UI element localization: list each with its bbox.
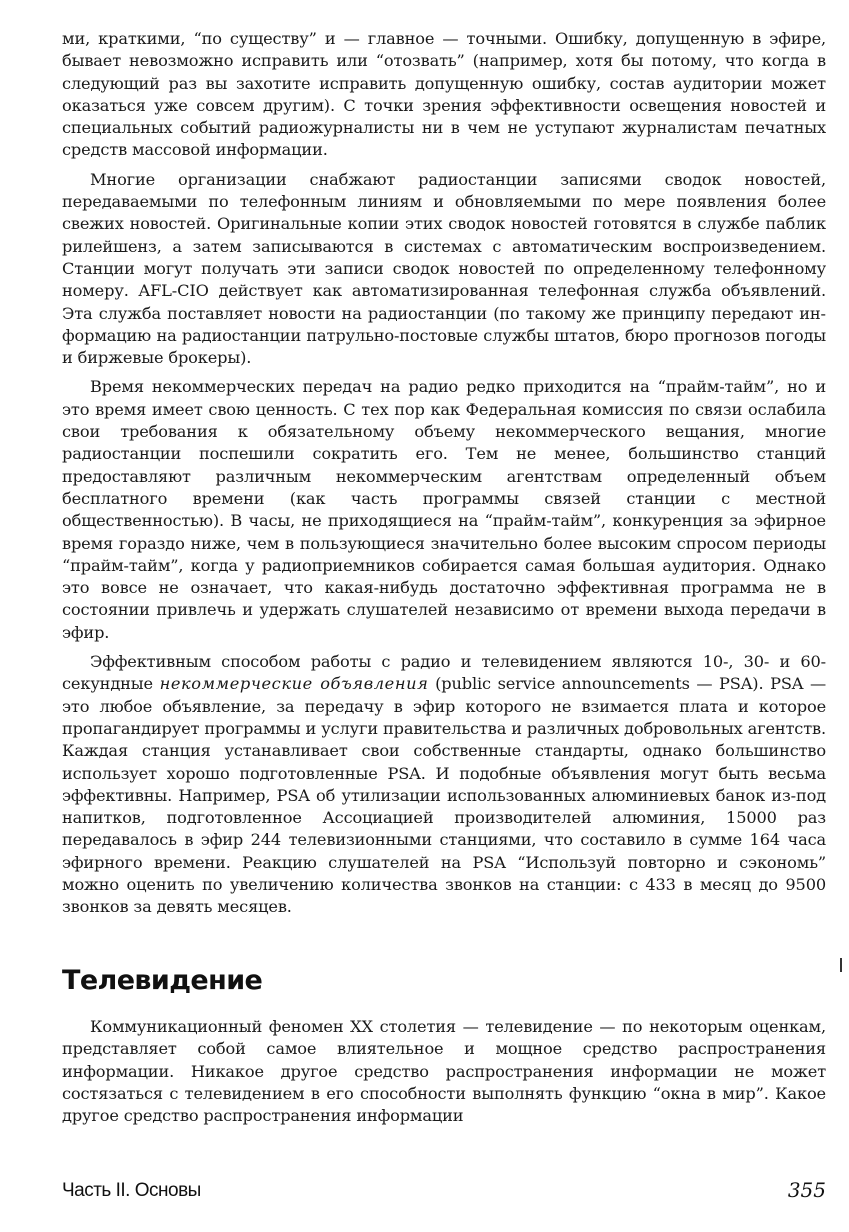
page-number: 355 — [787, 1178, 826, 1202]
paragraph-text: (public service announcements — PSA). PSA — это любое объявление, за передачу в эфир которого не взимается плата и которое пропагандирует программы и услуги правительства и различных добровольных агентств. Каждая станция устанавливает свои собственные стандарты, однако большинство использует хорошо подготовленные PSA. И подобные объявления могут быть весьма эффективны. Например, PSA об утилизации использованных алюминиевых банок из-под напитков, подготовленное Ассоциацией производителей алюминия, 15000 раз передавалось в эфир 244 телевизионными станциями, что составило в сумме 164 часа эфирного времени. Реакцию слушателей на PSA “Используй повторно и сэкономь” можно оценить по увеличению количества звонков на станции: с 433 в месяц до 9500 звонков за девять месяцев. — [62, 674, 826, 917]
margin-mark — [840, 958, 842, 972]
paragraph — [62, 651, 826, 919]
emphasized-term: некоммерческие объявления — [159, 674, 429, 694]
paragraph-text: Эффективным способом работы с радио и телевидением являются 10-, 30- и 60-секундные — [62, 652, 826, 694]
paragraph: Время некоммерческих передач на радио редко приходится на “прайм-тайм”, но и это время имеет свою ценность. С тех пор как Федеральная комиссия по связи ослабила свои требования к обязательному объему некоммерческого вещания, многие радиостанции поспешили сократить его. Тем не менее, большинство станций предоставляют различным некоммерческим агентствам определенный объем бесплатного времени (как часть программы связей станции с местной общественностью). В часы, не приходящиеся на “прайм-тайм”, конкуренция за эфирное время гораздо ниже, чем в пользующиеся значительно более высоким спросом периоды “прайм-тайм”, когда у радиоприемников собирается самая большая аудитория. Однако это вовсе не означает, что какая-нибудь достаточно эффективная программа не в состоянии привлечь и удержать слушателей независимо от времени выхода передачи в эфир. — [62, 377, 826, 642]
paragraph: Многие организации снабжают радиостанции записями сводок новостей, передаваемыми по телефонным линиям и обновляемыми по мере появления более свежих новостей. Оригинальные копии этих сводок новостей готовятся в службе паблик рилейшенз, а затем записываются в системах с автоматическим воспроизведением. Станции могут получать эти записи сводок новостей по определенному телефонному номеру. AFL-CIO действует как автоматизированная телефонная служба объявлений. Эта служба поставляет новости на радиостанции (по такому же принципу передают информацию на радиостанции патрульно-постовые службы штатов, бюро прогнозов погоды и биржевые брокеры). — [62, 169, 826, 368]
body-text-block — [62, 28, 826, 919]
paragraph: Коммуникационный феномен XX столетия — телевидение — по некоторым оценкам, представляет собой самое влиятельное и мощное средство распространения информации. Никакое другое средство распространения информации не может состязаться с телевидением в его способности выполнять функцию “окна в мир”. Какое другое средство распространения информации — [62, 1017, 826, 1126]
running-footer-section: Часть II. Основы — [62, 1180, 201, 1201]
paragraph: ми, краткими, “по существу” и — главное — точными. Ошибку, допущенную в эфире, бывает невозможно исправить или “отозвать” (например, хотя бы потому, что когда в следующий раз вы захотите исправить допущенную ошибку, состав аудитории может оказаться уже совсем другим). С точки зрения эффективности освещения новостей и специальных событий радиожурналисты ни в чем не уступают журналистам печатных средств массовой информации. — [62, 29, 826, 160]
section-heading: Телевидение — [62, 965, 263, 996]
body-text-block-tv — [62, 1016, 826, 1127]
